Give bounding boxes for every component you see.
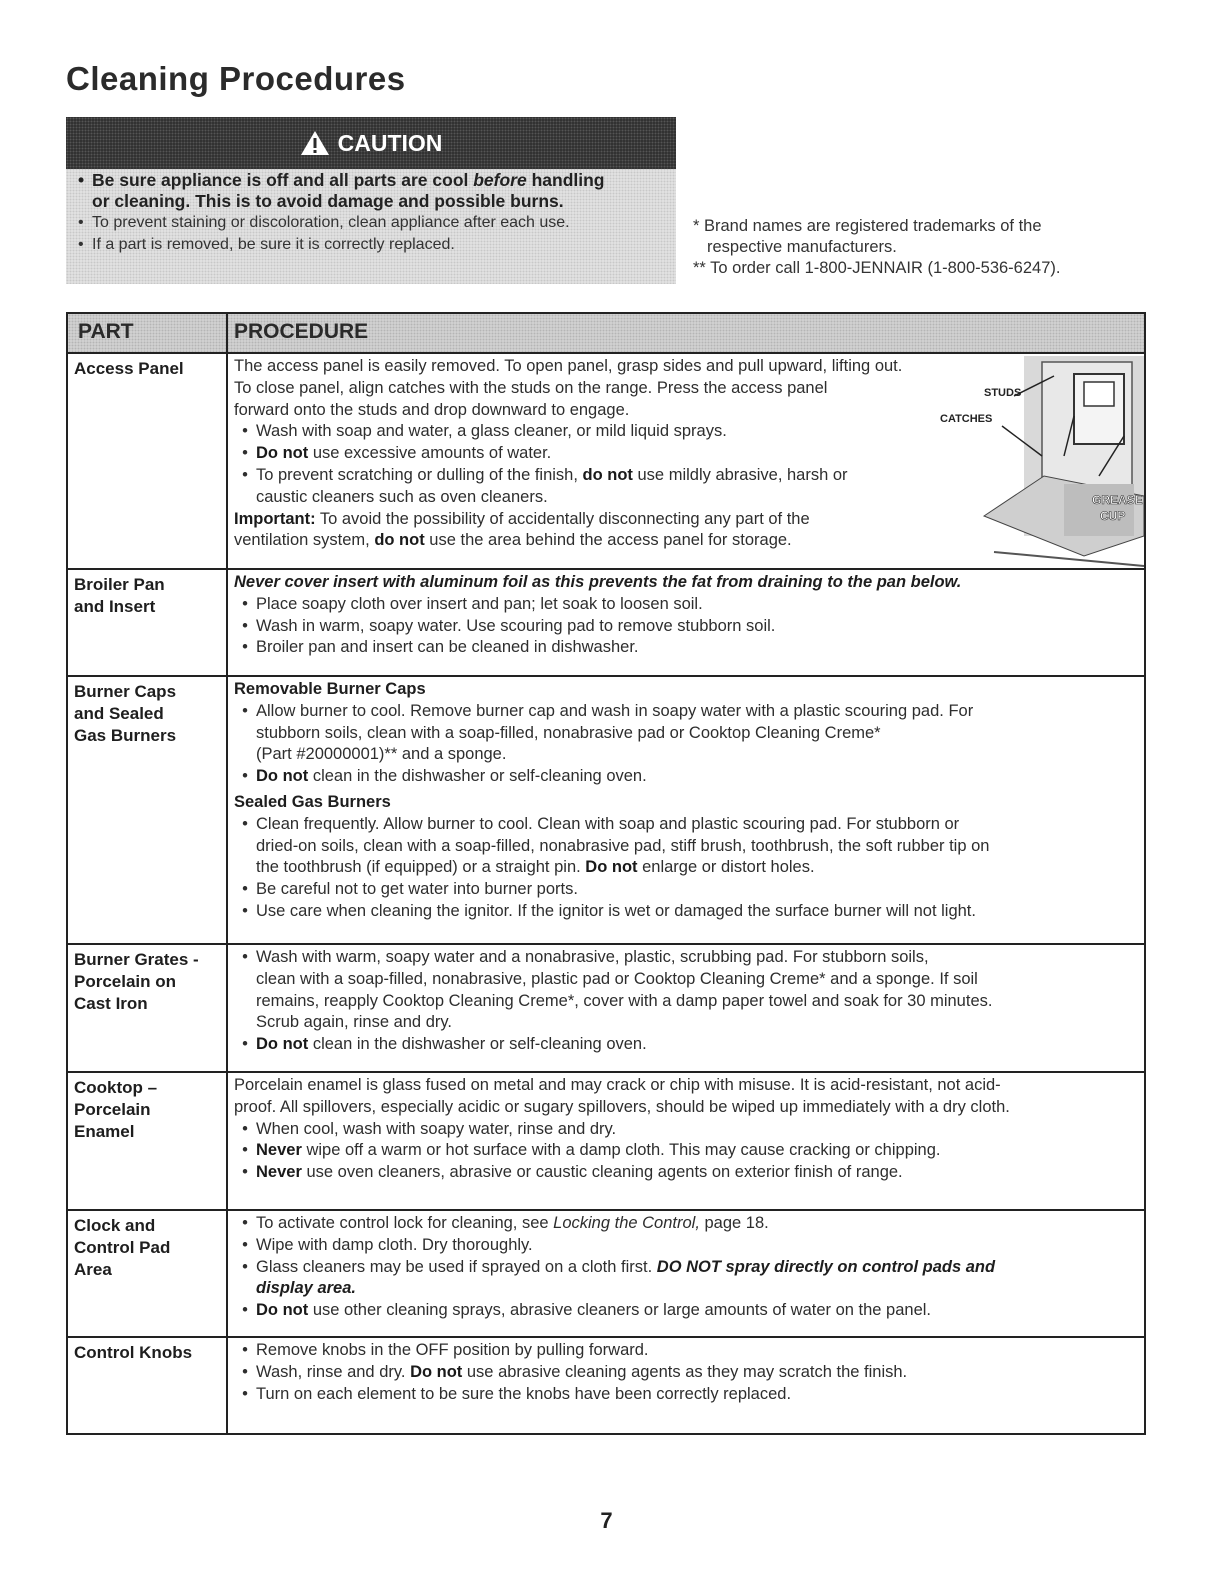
- procedure-text: • To activate control lock for cleaning, see Locking the Control, page 18. • Wipe with damp cloth. Dry thoroughly. • Glass cleaners may be used if sprayed on a cloth first. DO NOT spray directly on control pads and display area. • Do not use other cleaning sprays, abrasive cleaners or large amounts of water on the panel.: [234, 1213, 1134, 1322]
- procedure-text: Never cover insert with aluminum foil as this prevents the fat from draining to the pan below. • Place soapy cloth over insert and pan; let soak to loosen soil. • Wash in warm, soapy water. Use scouring pad to remove stubborn soil. • Broiler pan and insert can be cleaned in dishwasher.: [234, 572, 1134, 659]
- caution-item: • If a part is removed, be sure it is correctly replaced.: [78, 236, 455, 253]
- part-name: Control Knobs: [74, 1343, 193, 1362]
- column-header-part: PART: [78, 320, 134, 343]
- caution-box: [66, 117, 676, 284]
- table-row-access-panel: [68, 354, 1144, 568]
- studs-label: STUDS: [984, 387, 1022, 399]
- cup-label: CUP: [1100, 509, 1126, 523]
- caution-list: [78, 169, 668, 256]
- caution-item-continued: or cleaning. This is to avoid damage and possible burns.: [92, 191, 564, 211]
- footnotes: [693, 216, 1153, 279]
- procedure-text: • Wash with warm, soapy water and a nonabrasive, plastic, scrubbing pad. For stubborn soils, clean with a soap-filled, nonabrasive, plastic pad or Cooktop Cleaning Creme* and a sponge. If soil remains, reapply Cooktop Cleaning Creme*, cover with a damp paper towel and soak for 30 minutes. Scrub again, rinse and dry. • Do not clean in the dishwasher or self-cleaning oven.: [234, 947, 1134, 1056]
- access-panel-illustration: [924, 356, 1144, 570]
- table-row-burner-grates: [68, 943, 1144, 1073]
- trademark-note-continued: respective manufacturers.: [707, 238, 897, 256]
- cleaning-table: [66, 312, 1146, 1435]
- page-title: Cleaning Procedures: [66, 60, 406, 97]
- table-header: [68, 314, 1144, 354]
- caution-item: • Be sure appliance is off and all parts are cool before handling: [78, 170, 605, 190]
- procedure-text: Removable Burner Caps • Allow burner to cool. Remove burner cap and wash in soapy water with a plastic scouring pad. For stubborn soils, clean with a soap-filled, nonabrasive pad or Cooktop Cleaning Creme* (Part #20000001)** and a sponge. • Do not clean in the dishwasher or self-cleaning oven. Sealed Gas Burners • Clean frequently. Allow burner to cool. Clean with soap and plastic scouring pad. For stubborn or dried-on soils, clean with a soap-filled, nonabrasive pad, stiff brush, toothbrush, the soft rubber tip on the toothbrush (if equipped) or a straight pin. Do not enlarge or distort holes. • Be careful not to get water into burner ports. • Use care when cleaning the ignitor. If the ignitor is wet or damaged the surface burner will not light.: [234, 679, 1134, 923]
- part-name: Burner Caps and Sealed Gas Burners: [74, 682, 177, 745]
- procedure-text: • Remove knobs in the OFF position by pulling forward. • Wash, rinse and dry. Do not use abrasive cleaning agents as they may scratch the finish. • Turn on each element to be sure the knobs have been correctly replaced.: [234, 1340, 1134, 1405]
- procedure-text: The access panel is easily removed. To open panel, grasp sides and pull upward, lifting out. To close panel, align catches with the studs on the range. Press the access panel forward onto the studs and drop downward to engage. • Wash with soap and water, a glass cleaner, or mild liquid sprays. • Do not use excessive amounts of water. • To prevent scratching or dulling of the finish, do not use mildly abrasive, harsh or caustic cleaners such as oven cleaners. Important: To avoid the possibility of accidentally disconnecting any part of the ventilation system, do not use the area behind the access panel for storage.: [234, 356, 1134, 552]
- column-header-procedure: PROCEDURE: [234, 320, 369, 343]
- procedure-text: Porcelain enamel is glass fused on metal and may crack or chip with misuse. It is acid-resistant, not acid- proof. All spillovers, especially acidic or sugary spillovers, should be wiped up immediately with a dry cloth. • When cool, wash with soapy water, rinse and dry. • Never wipe off a warm or hot surface with a damp cloth. This may cause cracking or chipping. • Never use oven cleaners, abrasive or caustic cleaning agents on exterior finish of range.: [234, 1075, 1134, 1184]
- grease-label: GREASE: [1092, 493, 1143, 507]
- page-number: 7: [600, 1508, 613, 1533]
- part-name: Burner Grates - Porcelain on Cast Iron: [74, 950, 199, 1013]
- order-note: ** To order call 1-800-JENNAIR (1-800-536-6247).: [693, 259, 1061, 277]
- part-name: Clock and Control Pad Area: [74, 1216, 171, 1279]
- caution-item: • To prevent staining or discoloration, clean appliance after each use.: [78, 214, 570, 231]
- caution-label: CAUTION: [337, 129, 443, 156]
- trademark-note: * Brand names are registered trademarks of the: [693, 217, 1042, 235]
- table-row-control-knobs: [68, 1336, 1144, 1435]
- table-row-burner-caps: [68, 675, 1144, 945]
- caution-title: [66, 117, 676, 169]
- table-row-broiler-pan: [68, 568, 1144, 677]
- part-name: Access Panel: [74, 359, 184, 378]
- part-name: Cooktop – Porcelain Enamel: [74, 1078, 158, 1141]
- part-name: Broiler Pan and Insert: [74, 575, 165, 616]
- table-row-clock-control-pad: [68, 1209, 1144, 1338]
- catches-label: CATCHES: [940, 413, 993, 425]
- warning-triangle-icon: [300, 130, 330, 156]
- table-row-cooktop: [68, 1071, 1144, 1211]
